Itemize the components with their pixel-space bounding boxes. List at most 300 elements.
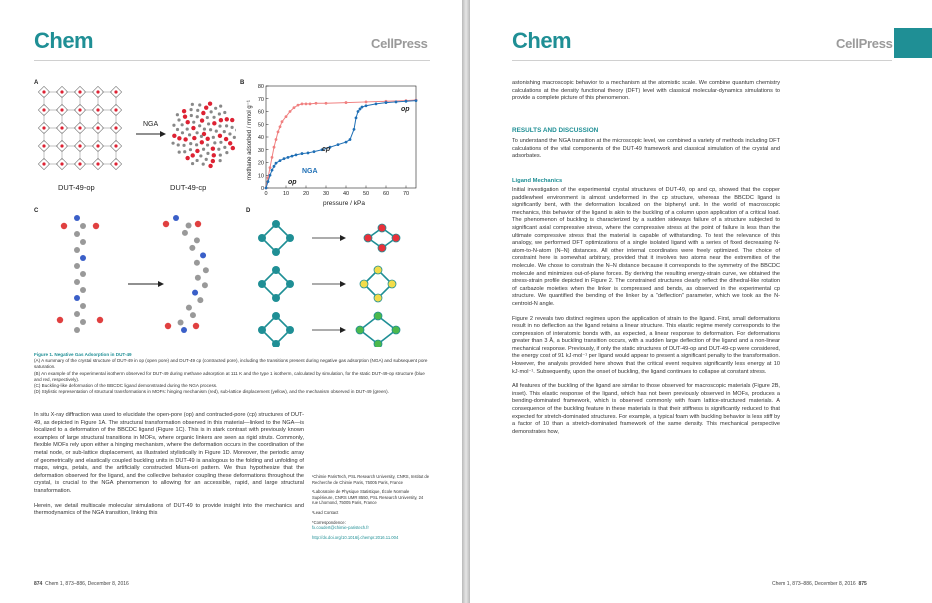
- journal-brand: Chem: [512, 28, 572, 53]
- lattice-atom: [212, 116, 215, 119]
- lattice-atom: [203, 127, 206, 130]
- cp-structure-label: DUT-49-cp: [170, 183, 207, 192]
- data-point: [375, 102, 378, 105]
- data-point: [267, 180, 270, 183]
- ligand-atom: [195, 221, 201, 227]
- data-point: [265, 187, 268, 190]
- lattice-atom: [195, 149, 199, 153]
- data-point: [365, 104, 368, 107]
- lattice-atom: [218, 112, 221, 115]
- lattice-atom: [188, 133, 191, 136]
- lattice-atom: [208, 164, 212, 168]
- x-tick-label: 70: [402, 191, 410, 197]
- data-point: [313, 150, 316, 153]
- lattice-atom: [223, 146, 226, 149]
- mechanism-node: [272, 294, 280, 302]
- data-point: [285, 115, 288, 118]
- y-tick-label: 50: [257, 122, 264, 129]
- ligand-atom: [61, 223, 67, 229]
- lattice-atom: [215, 130, 218, 133]
- lattice-atom: [219, 153, 222, 156]
- data-point: [269, 166, 272, 169]
- publisher-logo: CellPress: [836, 36, 893, 51]
- lattice-atom: [196, 109, 199, 112]
- right-page: [470, 0, 932, 603]
- footnote-item: ²Laboratoire de Physique Statistique, École Normale Supérieure, CNRS UMR 8550, PSL Research University, 24 rue Lhomond, 75005 Paris, France: [312, 489, 424, 506]
- dut49-op-structure: [38, 86, 121, 169]
- nga-arrow-label: NGA: [143, 121, 159, 128]
- mechanism-node: [286, 326, 294, 334]
- lattice-atom: [202, 162, 205, 165]
- lattice-atom: [190, 114, 193, 117]
- lattice-atom: [78, 162, 81, 165]
- mechanism-node: [374, 312, 382, 320]
- lattice-atom: [177, 118, 180, 121]
- lattice-atom: [212, 121, 216, 125]
- footnote-item: ³Lead Contact: [312, 509, 339, 515]
- data-point: [301, 102, 304, 105]
- ligand-atom: [80, 287, 86, 293]
- lattice-atom: [183, 137, 187, 141]
- data-point: [281, 120, 284, 123]
- lattice-atom: [196, 115, 199, 118]
- y-tick-label: 10: [257, 173, 264, 180]
- lattice-atom: [206, 137, 210, 141]
- ligand-atom: [80, 223, 86, 229]
- lattice-atom: [200, 135, 203, 138]
- data-point: [365, 101, 368, 104]
- lattice-atom: [230, 118, 234, 122]
- data-point: [307, 152, 310, 155]
- mechanism-node: [258, 326, 266, 334]
- ligand-atom: [194, 260, 200, 266]
- journal-brand: Chem: [34, 28, 94, 53]
- lattice-atom: [183, 114, 187, 118]
- lattice-atom: [42, 90, 45, 93]
- lattice-atom: [206, 152, 209, 155]
- data-point: [353, 128, 356, 131]
- data-point: [283, 157, 286, 160]
- ligand-atom: [74, 295, 80, 301]
- op-structure-label: DUT-49-op: [58, 183, 95, 192]
- lattice-atom: [192, 121, 195, 124]
- left-body-text: [34, 412, 304, 525]
- data-point: [291, 155, 294, 158]
- lattice-atom: [178, 151, 181, 154]
- lattice-atom: [60, 162, 63, 165]
- data-point: [305, 102, 308, 105]
- lattice-atom: [205, 158, 208, 161]
- y-tick-label: 60: [257, 109, 264, 116]
- ligand-atom: [173, 215, 179, 221]
- mechanism-node: [258, 234, 266, 242]
- data-point: [345, 141, 348, 144]
- ligand-atom: [193, 323, 199, 329]
- mechanism-arrow-head: [340, 281, 346, 287]
- lattice-atom: [96, 144, 99, 147]
- mechanism-arrow-head: [340, 327, 346, 333]
- body-paragraph: Herein, we detail multiscale molecular simulations of DUT-49 to provide insight into the mechanics and thermodynamics of the NGA transition, linking this: [34, 502, 304, 517]
- mechanism-node: [286, 234, 294, 242]
- lattice-atom: [209, 128, 212, 131]
- lattice-atom: [228, 132, 231, 135]
- lattice-atom: [78, 144, 81, 147]
- ligand-atom: [186, 222, 192, 228]
- data-point: [293, 106, 296, 109]
- data-point: [337, 143, 340, 146]
- lattice-atom: [181, 123, 184, 126]
- left-page: [0, 0, 462, 603]
- ligand-atom: [200, 252, 206, 258]
- header-rule: [512, 60, 892, 61]
- lattice-atom: [200, 140, 204, 144]
- lattice-atom: [206, 143, 209, 146]
- affiliation-footnotes: [312, 474, 430, 540]
- lattice-atom: [214, 107, 217, 110]
- data-point: [277, 131, 280, 134]
- chart-y-label: methane adsorbed / mmol g⁻¹: [247, 100, 253, 180]
- data-point: [297, 104, 300, 107]
- lattice-atom: [207, 122, 210, 125]
- ligand-atom: [74, 327, 80, 333]
- caption-line: (B) An example of the experimental isotherm observed for DUT-49 during methane adsorption at 111 K and the type 1 isotherm, calculated by simulation, for the static DUT-49-op structure (blue and red, respectively).: [34, 370, 425, 382]
- lattice-atom: [196, 131, 199, 134]
- footnote-item: ¹Chimie ParisTech, PSL Research University, CNRS, Institut de Recherche de Chimie Paris, 75005 Paris, France: [312, 474, 430, 485]
- lattice-atom: [42, 126, 45, 129]
- mechanism-node: [378, 244, 386, 252]
- journal-citation: Chem 1, 873–886, December 8, 2016: [45, 581, 129, 587]
- ligand-atom: [186, 305, 192, 311]
- lattice-atom: [219, 105, 222, 108]
- lattice-atom: [208, 101, 212, 105]
- book-gutter: [462, 0, 470, 603]
- lattice-atom: [60, 90, 63, 93]
- lattice-atom: [172, 134, 176, 138]
- lattice-atom: [212, 136, 215, 139]
- lattice-atom: [218, 134, 222, 138]
- annotation-op-top: op: [401, 106, 410, 113]
- panel-label-b: B: [240, 80, 245, 86]
- lattice-atom: [42, 144, 45, 147]
- publisher-logo: CellPress: [371, 36, 428, 51]
- data-point: [273, 165, 276, 168]
- chart-series: [265, 99, 418, 190]
- mechanism-node: [272, 248, 280, 256]
- ligand-atom: [80, 303, 86, 309]
- ligand-atom: [195, 275, 201, 281]
- page-number: 875: [858, 581, 867, 587]
- body-paragraph: In situ X-ray diffraction was used to elucidate the open-pore (op) and contracted-pore (cp) structures of DUT-49, as depicted in Figure 1A. The structural transformation observed in this material—linked to the NGA—is localized to a deformation of the BBCDC ligand (Figure 1C). This is in stark contrast with previously known examples of large structural transitions in MOFs, where organic linkers are seen as rigid struts. Commonly, flexible MOFs rely upon either a hinging mechanism, where the deformation occurs in the coordination of the metal node, or sub-lattice displacement, as illustrated stylistically in Figure 1D. Moreover, the periodic array of geometrically and elastically coupled buckling units in DUT-49 is analogous to the folding and unfolding of maps, wings, petals, and the artificially constructed Miura-ori pattern. We thus hypothesize that the deformation observed for the ligand, and the collective behavior coupling these deformations throughout the crystal, is crucial to the NGA phenomenon to allowing for an accessible, rapid, and large structural transformation.: [34, 412, 304, 494]
- data-point: [395, 101, 398, 104]
- panel-c-ligand: [40, 212, 230, 342]
- ligand-atom: [93, 223, 99, 229]
- mechanism-node: [388, 280, 396, 288]
- lattice-atom: [172, 124, 175, 127]
- lattice-atom: [177, 143, 180, 146]
- ligand-atom: [74, 311, 80, 317]
- panel-a-structures: [36, 86, 236, 194]
- lattice-atom: [230, 126, 233, 129]
- right-body-text: [512, 187, 780, 443]
- lattice-atom: [225, 151, 228, 154]
- lattice-atom: [182, 144, 185, 147]
- ligand-atom: [163, 221, 169, 227]
- lattice-atom: [235, 129, 236, 132]
- data-point: [295, 153, 298, 156]
- mechanism-arrow-head: [340, 235, 346, 241]
- lattice-atom: [176, 128, 179, 131]
- data-point: [361, 106, 364, 109]
- lattice-atom: [192, 136, 196, 140]
- doi-link[interactable]: http://dx.doi.org/10.1016/j.chempr.2016.11.004: [312, 534, 399, 540]
- mechanism-node: [364, 234, 372, 242]
- x-tick-label: 60: [382, 191, 390, 197]
- mechanism-node: [356, 326, 364, 334]
- body-paragraph: All features of the buckling of the ligand are similar to those observed for macroscopic materials (Figure 2B, inset). This elastic response of the ligand, which has not been previously observed in MOFs, produces a bending-dominated framework, which is observed commonly with foam lattice-structured materials. A consequence of the buckling feature in these materials is that their stiffness is significantly reduced to that expected for stretch-dominated structures. For example, a typical foam with buckling behavior is less stiff by a factor of 10 than a stretch-dominated framework of the same density. This mechanical perspective demonstrates how,: [512, 383, 780, 435]
- lattice-atom: [219, 118, 223, 122]
- ligand-atom: [74, 247, 80, 253]
- body-paragraph: Figure 2 reveals two distinct regimes upon the application of strain to the ligand. First, small deformations result in no deflection as the ligand retains a linear structure. This elastic regime merely corresponds to the compression of interatomic bonds with, as expected, a linear response to deformation. For deformations greater than 3 Å, a buckling transition occurs, with a sudden large deflection of the ligand and a non-linear mechanical response. Previously, if only the static structures of DUT-49-op and DUT-49-cp were considered, the energy cost of 91 kJ·mol⁻¹ per ligand would appear to present a significant penalty to the transformation. However, the analysis provided here shows that the critical event requires significantly less energy at 10 kJ·mol⁻¹. Subsequently, upon the onset of buckling, the ligand continues to collapse at constant stress.: [512, 315, 780, 375]
- mechanism-node: [392, 326, 400, 334]
- panel-label-a: A: [34, 80, 39, 86]
- data-point: [385, 101, 388, 104]
- x-tick-label: 30: [322, 191, 330, 197]
- lattice-atom: [211, 159, 215, 163]
- lattice-atom: [60, 144, 63, 147]
- lattice-atom: [176, 113, 179, 116]
- y-tick-label: 80: [257, 84, 264, 90]
- footnote-item: *Correspondence:: [312, 519, 346, 525]
- lattice-atom: [191, 103, 194, 106]
- lattice-atom: [96, 108, 99, 111]
- ligand-atom: [181, 327, 187, 333]
- ligand-atom: [74, 263, 80, 269]
- left-footer: [34, 581, 129, 587]
- lattice-atom: [191, 162, 194, 165]
- ligand-atom: [80, 255, 86, 261]
- lattice-atom: [204, 105, 208, 109]
- data-point: [345, 101, 348, 104]
- mechanism-node: [374, 266, 382, 274]
- ligand-atom: [74, 231, 80, 237]
- lattice-atom: [223, 130, 226, 133]
- figure-caption: [34, 352, 430, 395]
- lattice-atom: [210, 110, 213, 113]
- y-tick-label: 20: [257, 160, 264, 167]
- lattice-atom: [223, 111, 226, 114]
- nga-arrow-head: [160, 131, 166, 137]
- lattice-atom: [206, 116, 209, 119]
- figure-caption-title: Figure 1. Negative Gas Adsorption in DUT-49: [34, 352, 132, 357]
- mechanism-node: [374, 340, 382, 347]
- y-tick-label: 30: [257, 147, 264, 154]
- x-tick-label: 10: [282, 191, 290, 197]
- panel-label-c: C: [34, 208, 39, 214]
- lattice-atom: [198, 124, 201, 127]
- header-rule: [34, 60, 430, 61]
- data-point: [279, 159, 282, 162]
- data-point: [279, 125, 282, 128]
- lattice-atom: [114, 144, 117, 147]
- data-point: [415, 99, 418, 102]
- mechanism-node: [392, 234, 400, 242]
- ligand-atom: [178, 320, 184, 326]
- lattice-atom: [228, 141, 232, 145]
- lattice-atom: [183, 150, 186, 153]
- lattice-atom: [189, 142, 192, 145]
- ligand-arrow-head: [158, 281, 164, 287]
- ligand-straight: [57, 215, 103, 333]
- ligand-atom: [80, 319, 86, 325]
- ligand-atom: [97, 317, 103, 323]
- lattice-atom: [42, 108, 45, 111]
- lattice-atom: [225, 124, 228, 127]
- lattice-atom: [201, 111, 205, 115]
- lattice-atom: [114, 126, 117, 129]
- ligand-atom: [190, 312, 196, 318]
- lattice-atom: [186, 127, 189, 130]
- data-point: [405, 100, 408, 103]
- panel-d-mechanisms: [256, 212, 426, 347]
- lattice-atom: [42, 162, 45, 165]
- lattice-atom: [224, 137, 228, 141]
- mechanism-node: [360, 280, 368, 288]
- data-point: [301, 152, 304, 155]
- journal-citation: Chem 1, 873–886, December 8, 2016: [772, 581, 856, 587]
- ligand-atom: [192, 290, 198, 296]
- ligand-atom: [57, 317, 63, 323]
- lattice-atom: [219, 141, 222, 144]
- mechanism-node: [272, 312, 280, 320]
- lattice-atom: [96, 126, 99, 129]
- lattice-atom: [231, 146, 235, 150]
- panel-label-d: D: [246, 208, 251, 214]
- data-point: [325, 102, 328, 105]
- lattice-atom: [114, 162, 117, 165]
- lattice-atom: [191, 126, 195, 130]
- ligand-bent: [163, 215, 209, 333]
- lattice-atom: [186, 120, 190, 124]
- x-tick-label: 20: [302, 191, 310, 197]
- data-point: [315, 102, 318, 105]
- lattice-atom: [96, 90, 99, 93]
- ligand-atom: [80, 239, 86, 245]
- data-point: [269, 174, 272, 177]
- annotation-nga: NGA: [302, 168, 318, 175]
- lattice-atom: [189, 148, 192, 151]
- data-point: [271, 169, 274, 172]
- lattice-atom: [196, 159, 199, 162]
- lattice-atom: [198, 103, 201, 106]
- lattice-atom: [218, 125, 221, 128]
- ligand-atom: [165, 323, 171, 329]
- ligand-atom: [194, 237, 200, 243]
- lattice-atom: [213, 141, 216, 144]
- lattice-atom: [182, 109, 186, 113]
- data-point: [309, 102, 312, 105]
- x-tick-label: 40: [342, 191, 350, 197]
- lattice-atom: [60, 126, 63, 129]
- mechanism-node: [272, 266, 280, 274]
- mechanism-node: [258, 280, 266, 288]
- data-point: [271, 156, 274, 159]
- lattice-atom: [189, 108, 192, 111]
- lattice-atom: [171, 142, 174, 145]
- lattice-atom: [78, 126, 81, 129]
- data-point: [355, 116, 358, 119]
- lattice-atom: [177, 136, 181, 140]
- x-tick-label: 0: [264, 191, 268, 197]
- right-footer: [772, 581, 867, 587]
- y-tick-label: 0: [260, 186, 264, 192]
- data-point: [289, 110, 292, 113]
- annotation-cp: cp: [322, 146, 331, 153]
- ligand-atom: [74, 279, 80, 285]
- lattice-atom: [181, 131, 184, 134]
- isotherm-chart: [240, 80, 420, 208]
- mechanism-node: [374, 294, 382, 302]
- mechanism-node: [378, 224, 386, 232]
- intro-text: astonishing macroscopic behavior to a mechanism at the atomistic scale. We combine quantum chemistry calculations at the density functional theory (DFT) level with classical molecular-dynamics simulations to provide a complete picture of this phenomenon.: [512, 80, 780, 102]
- annotation-op-bottom: op: [288, 179, 297, 186]
- lattice-atom: [60, 108, 63, 111]
- subsection-heading: Ligand Mechanics: [512, 178, 563, 184]
- lattice-atom: [211, 146, 215, 150]
- ligand-atom: [202, 282, 208, 288]
- mechanism-node: [286, 280, 294, 288]
- caption-line: (D) Stylistic representation of structural transformations in MOFs: hinging mechanism (red), sub-lattice displacement (yellow), and the mechanism observed in DUT-49 (green).: [34, 389, 389, 395]
- lattice-atom: [78, 90, 81, 93]
- data-point: [287, 156, 290, 159]
- ligand-atom: [203, 267, 209, 273]
- header-accent-bar: [894, 28, 932, 58]
- lattice-atom: [96, 162, 99, 165]
- data-point: [275, 138, 278, 141]
- data-point: [275, 162, 278, 165]
- correspondence-email-link[interactable]: fx.coudert@chimie-paristech.fr: [312, 525, 369, 531]
- lattice-atom: [212, 153, 216, 157]
- lattice-atom: [114, 108, 117, 111]
- x-tick-label: 50: [362, 191, 370, 197]
- ligand-atom: [182, 230, 188, 236]
- data-point: [273, 146, 276, 149]
- body-paragraph: Initial investigation of the experimental crystal structures of DUT-49, op and cp, showed that the copper paddlewheel environment is almost undeformed in the cp structure, whereas the BBCDC ligand is significantly bent, with the deformation localized on the biphenyl unit. In the world of macroscopic mechanics, this behavior of the ligand is akin to the buckling of a column upon application of a critical load. The phenomenon of buckling is characterized by a sudden sideways failure of a structure subjected to significant axial compressive stress, where the compressive stress at the point of failure is less than the ultimate compressive stress that the material is capable of withstanding. To test the relevance of this analogy, we performed DFT optimizations of a single isolated ligand with a series of fixed decreasing N-atom-to-N-atom (N–N) distances. All other internal coordinates were freely optimized. The choice of constraint here is somewhat arbitrary, provided that it involves two atoms near the extremities of the molecule. We chose to constrain the N–N distance because it corresponds to the symmetry of the BBCDC molecule and minimizes out-of-plane forces. By deriving the resulting energy-strain curve, we obtained the stress-strain profile depicted in Figure 2. The constrained structures clearly reflect the dihedral-like rotation of carbazole moieties when the linker is compressed and bends, as observed in the experimental cp structure. We quantified the bending of the linker by a “deflection” parameter, which we took as the N-centroid-N angle.: [512, 187, 780, 307]
- dut49-cp-structure: [171, 101, 236, 168]
- lattice-atom: [217, 148, 220, 151]
- data-point: [349, 138, 352, 141]
- caption-line: (C) Buckling-like deformation of the BBCDC ligand demonstrated during the NGA process.: [34, 383, 218, 389]
- data-point: [357, 110, 360, 113]
- ligand-atom: [80, 271, 86, 277]
- mechanism-node: [272, 220, 280, 228]
- lattice-atom: [114, 90, 117, 93]
- lattice-atom: [199, 154, 202, 157]
- ligand-atom: [197, 297, 203, 303]
- lattice-atom: [225, 117, 229, 121]
- lattice-atom: [202, 148, 205, 151]
- lattice-atom: [219, 159, 222, 162]
- y-tick-label: 70: [257, 96, 264, 103]
- page-number: 874: [34, 581, 43, 587]
- lattice-atom: [200, 118, 204, 122]
- y-tick-label: 40: [257, 135, 264, 141]
- lattice-atom: [185, 156, 189, 160]
- ligand-atom: [74, 215, 80, 221]
- chart-x-label: pressure / kPa: [323, 200, 365, 207]
- section-text: To understand the NGA transition at the microscopic level, we combined a variety of methods including DFT calculations of the vital components of the DUT-49 framework and classical simulation of the crystal and adsorbates.: [512, 138, 780, 160]
- lattice-atom: [78, 108, 81, 111]
- caption-line: (A) A summary of the crystal structure of DUT-49 in op (open pore) and DUT-49 cp (contracted pore), including the transitions present during negative gas adsorption (NGA) and subsequent pore saturation.: [34, 358, 428, 370]
